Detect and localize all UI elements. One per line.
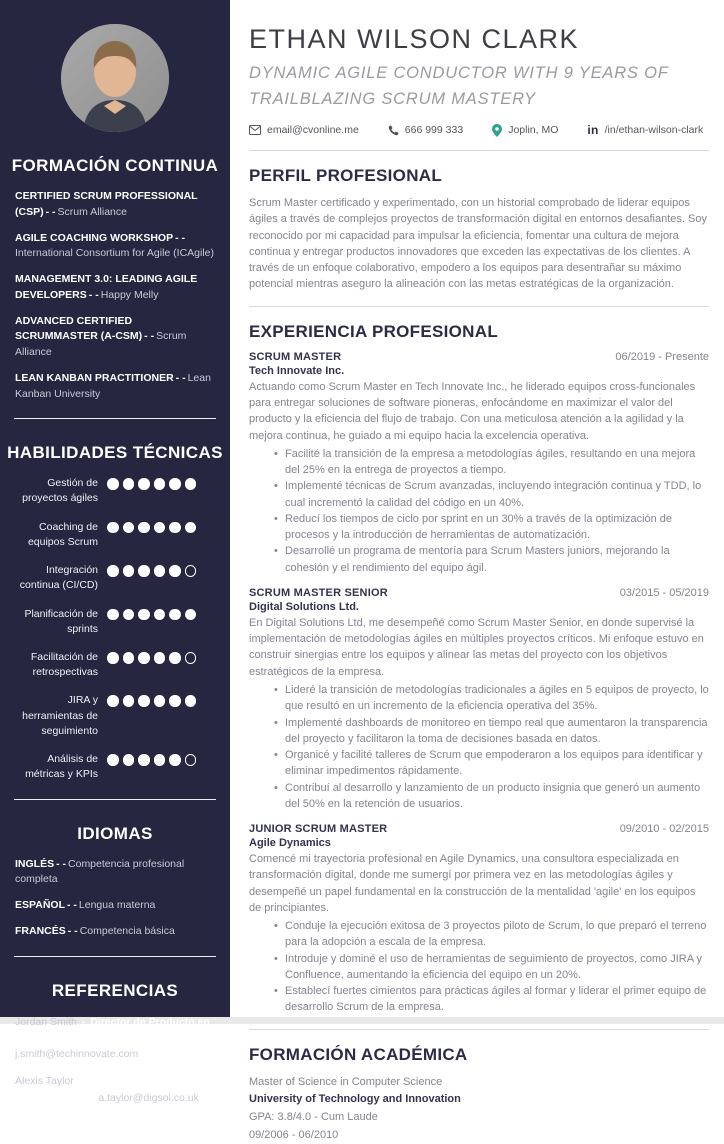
reference-name: Jordan Smith bbox=[15, 1015, 77, 1028]
section-divider bbox=[249, 306, 709, 307]
skill-dot-filled bbox=[123, 652, 135, 664]
skill-dot-empty bbox=[185, 565, 197, 577]
skill-dot-filled bbox=[154, 522, 166, 534]
job-role: SCRUM MASTER SENIOR bbox=[249, 586, 388, 599]
separator: - bbox=[110, 1031, 115, 1044]
education-school: University of Technology and Innovation bbox=[249, 1093, 461, 1106]
sidebar-section-title-references: REFERENCIAS bbox=[51, 980, 179, 1000]
cert-name: ADVANCED CERTIFIED SCRUMMASTER (A-CSM) bbox=[15, 314, 143, 343]
phone-icon bbox=[388, 125, 399, 136]
contact-location-text: Joplin, MO bbox=[508, 124, 559, 137]
cert-org: Scrum Alliance bbox=[15, 330, 187, 358]
education-dates: 09/2006 - 06/2010 bbox=[249, 1128, 339, 1141]
separator: - - bbox=[66, 899, 77, 912]
language-item bbox=[15, 898, 215, 914]
skill-dot-filled bbox=[123, 565, 135, 577]
skill-dot-filled bbox=[185, 522, 197, 534]
skill-level-dots bbox=[107, 650, 196, 664]
contact-row bbox=[249, 123, 709, 137]
job-header bbox=[249, 587, 709, 599]
skill-level-dots bbox=[107, 476, 196, 490]
skill-label: JIRA y herramientas de seguimiento bbox=[22, 694, 98, 737]
continuing-education-list bbox=[0, 189, 230, 402]
education-item bbox=[15, 231, 215, 263]
separator: - - bbox=[45, 205, 56, 218]
job-bullet: • Implementé dashboards de monitoreo en tiempo real que aumentaron la transparencia del proyecto y facilitaron la toma de decisiones basada en datos. bbox=[274, 715, 709, 748]
job-bullet: • Lideré la transición de metodologías tradicionales a ágiles en 5 equipos de proyecto, lo que resultó en un incremento de la eficiencia operativa del 35%. bbox=[274, 682, 709, 715]
profile-photo bbox=[61, 24, 169, 132]
sidebar-section-title-languages: IDIOMAS bbox=[77, 823, 153, 843]
language-level: Competencia profesional completa bbox=[15, 857, 185, 886]
reference-name: Alexis Taylor bbox=[15, 1075, 74, 1088]
cert-name: CERTIFIED SCRUM PROFESSIONAL (CSP) bbox=[15, 190, 198, 218]
skill-dot-filled bbox=[138, 565, 150, 577]
cert-name: LEAN KANBAN PRACTITIONER bbox=[15, 371, 174, 384]
skill-label: Integración continua (CI/CD) bbox=[19, 564, 98, 592]
skill-dot-filled bbox=[169, 565, 181, 577]
separator: - bbox=[78, 1075, 83, 1088]
education-gpa: GPA: 3.8/4.0 - Cum Laude bbox=[249, 1110, 378, 1123]
skill-row bbox=[0, 650, 230, 680]
language-name: INGLÉS bbox=[15, 857, 55, 870]
cert-name: AGILE COACHING WORKSHOP bbox=[15, 231, 174, 244]
skill-label: Gestión de proyectos ágiles bbox=[22, 477, 98, 505]
language-level: Lengua materna bbox=[78, 899, 156, 912]
job-dates: 03/2015 - 05/2019 bbox=[619, 586, 709, 599]
education-degree: Master of Science in Computer Science bbox=[249, 1075, 443, 1088]
job-company: Digital Solutions Ltd. bbox=[249, 600, 359, 613]
person-name: ETHAN WILSON CLARK bbox=[249, 24, 580, 54]
skill-dot-filled bbox=[138, 695, 150, 707]
skill-level-dots bbox=[107, 607, 196, 621]
skill-dot-filled bbox=[123, 609, 135, 621]
job-bullet: • Introduje y dominé el uso de herramientas de seguimiento de proyectos, como JIRA y Confluence, aumentando la eficiencia del equipo en un 20%. bbox=[274, 951, 709, 984]
contact-phone-text: 666 999 333 bbox=[404, 124, 464, 137]
job-summary: Actuando como Scrum Master en Tech Innovate Inc., he liderado equipos cross-funcionales para entregar soluciones de software pioneras, enfocándome en maximizar el valor del producto y la eficiencia del flujo de trabajo. Con una meticulosa atención a la agilidad y la mejora continua, he guiado a mi equipo hacia la excelencia operativa. bbox=[249, 380, 696, 442]
skill-dot-filled bbox=[154, 754, 166, 766]
skill-level-dots bbox=[107, 563, 196, 577]
contact-phone[interactable] bbox=[388, 124, 463, 136]
language-name: ESPAÑOL bbox=[15, 899, 65, 912]
reference-email[interactable]: a.taylor@digsol.co.uk bbox=[98, 1091, 199, 1104]
skill-dot-filled bbox=[138, 652, 150, 664]
job-bullet: • Organicé y facilité talleres de Scrum que empoderaron a los equipos para identificar y eliminar impedimentos rápidamente. bbox=[274, 747, 709, 780]
skill-dot-filled bbox=[107, 754, 119, 766]
sidebar-section-title-continuing-education: FORMACIÓN CONTINUA bbox=[11, 156, 219, 175]
job-role: JUNIOR SCRUM MASTER bbox=[249, 823, 388, 836]
education-item bbox=[15, 314, 215, 361]
section-divider bbox=[249, 1029, 709, 1030]
job-dates: 09/2010 - 02/2015 bbox=[619, 823, 709, 836]
job-bullets bbox=[249, 446, 709, 576]
job-entry bbox=[249, 587, 709, 812]
linkedin-icon: in bbox=[587, 123, 599, 138]
contact-email-text: email@cvonline.me bbox=[267, 124, 359, 137]
section-divider bbox=[249, 150, 709, 151]
sidebar bbox=[0, 0, 230, 1104]
skill-dot-filled bbox=[123, 695, 135, 707]
contact-email[interactable] bbox=[249, 124, 359, 136]
tagline: DYNAMIC AGILE CONDUCTOR WITH 9 YEARS OF TRAILBLAZING SCRUM MASTERY bbox=[249, 64, 669, 108]
education-item bbox=[15, 371, 215, 403]
skill-dot-filled bbox=[169, 695, 181, 707]
skill-dot-empty bbox=[185, 652, 197, 664]
profile-photo-placeholder bbox=[61, 24, 169, 132]
skill-dot-filled bbox=[107, 478, 119, 490]
language-item bbox=[15, 857, 215, 889]
skill-dot-filled bbox=[138, 522, 150, 534]
main-content bbox=[230, 0, 724, 1141]
contact-location bbox=[492, 124, 558, 137]
skill-dot-filled bbox=[169, 478, 181, 490]
skill-dot-filled bbox=[154, 478, 166, 490]
skill-dot-filled bbox=[154, 652, 166, 664]
languages-list bbox=[0, 857, 230, 940]
skill-level-dots bbox=[107, 752, 196, 766]
skill-dot-filled bbox=[185, 478, 197, 490]
skill-dot-empty bbox=[185, 754, 197, 766]
contact-linkedin[interactable] bbox=[587, 123, 703, 137]
map-pin-icon bbox=[492, 124, 502, 137]
sidebar-divider bbox=[14, 799, 216, 800]
skill-dot-filled bbox=[107, 652, 119, 664]
skill-dot-filled bbox=[169, 522, 181, 534]
skill-dot-filled bbox=[154, 565, 166, 577]
education-item bbox=[15, 272, 215, 304]
job-header bbox=[249, 351, 709, 363]
section-title-profile: PERFIL PROFESIONAL bbox=[249, 166, 443, 186]
language-name: FRANCÉS bbox=[15, 924, 66, 937]
skill-row bbox=[0, 607, 230, 637]
skill-label: Análisis de métricas y KPIs bbox=[25, 753, 98, 781]
skill-row bbox=[0, 520, 230, 550]
skill-label: Coaching de equipos Scrum bbox=[27, 520, 98, 548]
reference-role: Director de Producto en Tech Innovate Inc. bbox=[15, 1015, 210, 1044]
job-role: SCRUM MASTER bbox=[249, 350, 342, 363]
job-bullet: • Desarrollé un programa de mentoría para Scrum Masters juniors, mejorando la cohesión y el rendimiento del equipo ágil. bbox=[274, 543, 709, 576]
job-bullet: • Implementé técnicas de Scrum avanzadas, incluyendo integración continua y TDD, lo cual incrementó la calidad del código en un 40%. bbox=[274, 478, 709, 511]
section-education bbox=[249, 1045, 709, 1144]
job-company: Agile Dynamics bbox=[249, 837, 331, 850]
skill-dot-filled bbox=[169, 754, 181, 766]
skill-dot-filled bbox=[154, 695, 166, 707]
job-header bbox=[249, 823, 709, 835]
job-bullet: • Contribuí al desarrollo y lanzamiento de un producto insignia que generó un aumento del 50% en la retención de usuarios. bbox=[274, 780, 709, 813]
job-bullets bbox=[249, 918, 709, 1016]
education-item bbox=[15, 189, 215, 221]
envelope-icon bbox=[249, 125, 261, 135]
job-bullets bbox=[249, 682, 709, 812]
skill-row bbox=[0, 693, 230, 739]
skill-dot-filled bbox=[169, 609, 181, 621]
contact-linkedin-text: /in/ethan-wilson-clark bbox=[604, 124, 704, 137]
job-dates: 06/2019 - Presente bbox=[615, 350, 709, 363]
skill-dot-filled bbox=[169, 652, 181, 664]
skills-list bbox=[0, 476, 230, 782]
skill-row bbox=[0, 563, 230, 593]
job-summary: Comencé mi trayectoria profesional en Agile Dynamics, una consultora especializada en transformación digital, donde me sumergí por primera vez en las metodologías ágiles y desempeñé un papel fundamental en la construcción de la mentalidad 'agile' en los equipos de principiantes. bbox=[249, 853, 696, 914]
cert-org: International Consortium for Agile (ICAgile) bbox=[15, 247, 215, 260]
cert-org: Lean Kanban University bbox=[15, 371, 211, 400]
sidebar-divider bbox=[14, 956, 216, 957]
separator: - - bbox=[67, 924, 78, 937]
skill-dot-filled bbox=[154, 609, 166, 621]
skill-dot-filled bbox=[185, 609, 197, 621]
language-level: Competencia básica bbox=[79, 924, 175, 937]
separator: - - bbox=[56, 857, 67, 870]
skill-level-dots bbox=[107, 520, 196, 534]
section-title-experience: EXPERIENCIA PROFESIONAL bbox=[249, 321, 499, 341]
skill-level-dots bbox=[107, 693, 196, 707]
separator: - bbox=[81, 1015, 86, 1028]
job-bullet: • Reducí los tiempos de ciclo por sprint en un 30% a través de la optimización de procesos y la introducción de herramientas de automatización. bbox=[274, 511, 709, 544]
skill-dot-filled bbox=[123, 478, 135, 490]
separator: - - bbox=[88, 288, 99, 301]
profile-text: Scrum Master certificado y experimentado, con un historial comprobado de liderar equipos ágiles a través de complejos proyectos de transformación digital en entornos desafiantes. Soy reconocido por mi capacidad para impulsar la eficiencia, fomentar una cultura de mejora continua y entregar productos innovadores que exceden las expectativas de los clientes. A través de un enfoque colaborativo, empodero a los equipos para desentrañar su máximo potencial mientras aseguro la alineación con las metas estratégicas de la organización. bbox=[249, 197, 707, 291]
references-list bbox=[0, 1014, 230, 1106]
job-summary: En Digital Solutions Ltd, me desempeñé como Scrum Master Senior, en donde supervisé la implementación de metodologías ágiles en múltiples proyectos críticos. Mi enfoque estuvo en construir sinergias entre los equipos y alinear las metas del proyecto con los objetivos estratégicos de la empresa. bbox=[249, 616, 704, 678]
separator: - bbox=[89, 1091, 94, 1104]
job-entry bbox=[249, 351, 709, 576]
section-experience bbox=[249, 322, 709, 1016]
skill-dot-filled bbox=[123, 522, 135, 534]
skill-dot-filled bbox=[138, 478, 150, 490]
reference-item bbox=[15, 1073, 215, 1106]
skill-row bbox=[0, 476, 230, 506]
skill-dot-filled bbox=[138, 754, 150, 766]
cert-org: Happy Melly bbox=[100, 288, 159, 301]
reference-role: Agile Coach en Digital Solutions Ltd. bbox=[15, 1075, 198, 1104]
job-bullet: • Establecí fuertes cimientos para prácticas ágiles al formar y liderar el primer equipo de desarrollo Scrum de la empresa. bbox=[274, 983, 709, 1016]
job-bullet: • Conduje la ejecución exitosa de 3 proyectos piloto de Scrum, lo que preparó el terreno para la adopción a escala de la empresa. bbox=[274, 918, 709, 951]
skill-dot-filled bbox=[138, 609, 150, 621]
reference-email[interactable]: j.smith@techinnovate.com bbox=[15, 1048, 139, 1061]
skill-label: Facilitación de retrospectivas bbox=[30, 651, 98, 679]
skill-row bbox=[0, 752, 230, 782]
skill-dot-filled bbox=[185, 695, 197, 707]
section-profile bbox=[249, 166, 709, 293]
separator: - - bbox=[175, 231, 186, 244]
language-item bbox=[15, 924, 215, 940]
job-bullet: • Facilité la transición de la empresa a metodologías ágiles, resultando en una mejora del 25% en la entrega de proyectos a tiempo. bbox=[274, 446, 709, 479]
skill-label: Planificación de sprints bbox=[24, 607, 98, 635]
sidebar-section-title-skills: HABILIDADES TÉCNICAS bbox=[7, 443, 223, 463]
cert-name: MANAGEMENT 3.0: LEADING AGILE DEVELOPERS bbox=[15, 273, 198, 301]
separator: - - bbox=[175, 371, 186, 384]
reference-item bbox=[15, 1014, 215, 1063]
cert-org: Scrum Alliance bbox=[57, 205, 127, 218]
skill-dot-filled bbox=[123, 754, 135, 766]
job-company: Tech Innovate Inc. bbox=[249, 364, 345, 377]
skill-dot-filled bbox=[107, 695, 119, 707]
separator: - - bbox=[144, 330, 155, 343]
skill-dot-filled bbox=[107, 522, 119, 534]
skill-dot-filled bbox=[107, 609, 119, 621]
skill-dot-filled bbox=[107, 565, 119, 577]
sidebar-divider bbox=[14, 418, 216, 419]
job-entry bbox=[249, 823, 709, 1016]
section-title-education: FORMACIÓN ACADÉMICA bbox=[249, 1044, 468, 1064]
